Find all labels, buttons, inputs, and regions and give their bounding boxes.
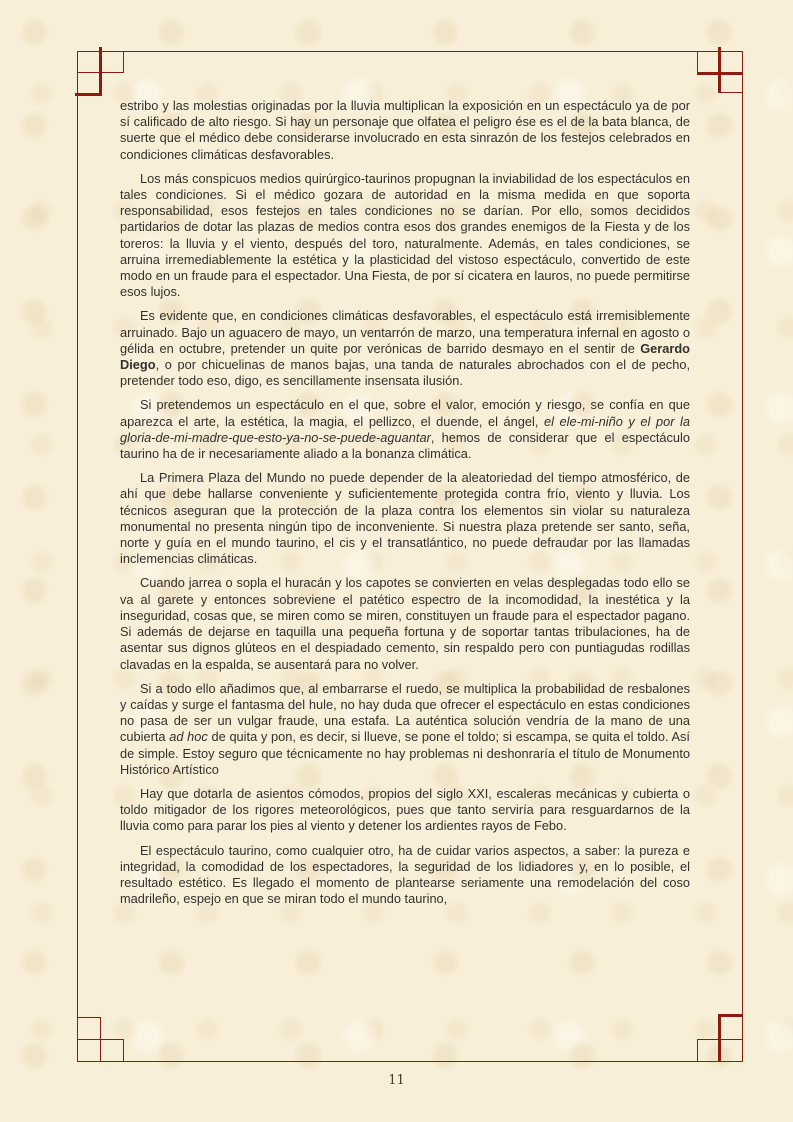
text-block: [120, 98, 690, 915]
paragraph-segment: Si pretendemos un espectáculo en el que, sobre el valor, emoción y riesgo, se confía en que aparezca el arte, la estética, la magia, el pellizco, el duende, el ángel,: [120, 397, 690, 429]
paragraph: [120, 575, 690, 672]
paragraph-segment: estribo y las molestias originadas por la lluvia multiplican la exposición en un espectáculo ya de por sí calificado de alto riesgo. Si hay un personaje que olfatea el peligro ése es el de la bata blanca, de suerte que el médico debe considerarse involucrado en esta sinrazón de los festejos celebrados en condiciones climáticas desfavorables.: [120, 98, 690, 162]
paragraph-segment: Si a todo ello añadimos que, al embarrarse el ruedo, se multiplica la probabilidad de resbalones y caídas y surge el fantasma del hule, no hay duda que ofrecer el espectáculo en estas condiciones no pasa de ser un vulgar fraude, una estafa. La auténtica solución vendría de la mano de una cubierta: [120, 680, 690, 745]
paragraph: [120, 308, 690, 389]
paragraph-segment: el ele-mi-niño y el por la gloria-de-mi-madre-que-esto-ya-no-se-puede-aguantar: [120, 413, 690, 445]
paragraph-segment: El espectáculo taurino, como cualquier otro, ha de cuidar varios aspectos, a saber: la pureza e integridad, la comodidad de los espectadores, la seguridad de los lidiadores y, en lo posible, el resultado estético. Es llegado el momento de plantearse seriamente una remodelación del coso madrileño, espejo en que se miran todo el mundo taurino,: [120, 842, 690, 907]
page-number: 11: [388, 1073, 405, 1088]
paragraph: [120, 681, 690, 778]
paragraph: [120, 843, 690, 908]
paragraph: [120, 171, 690, 301]
corner-ornament-top-right: [718, 47, 721, 93]
corner-ornament-bottom-left: [77, 1017, 101, 1018]
corner-ornament-bottom-right: [718, 1014, 743, 1017]
paragraph-segment: Hay que dotarla de asientos cómodos, propios del siglo XXI, escaleras mecánicas y cubierta o toldo mitigador de los rigores meteorológicos, pues que tanto serviría para resguardarnos de la lluvia como para parar los pies al viento y detener los ardientes rayos de Febo.: [120, 785, 690, 834]
paragraph-segment: , o por chicuelinas de manos bajas, una tanda de naturales abrochados con el de pecho, pretender todo eso, digo, es sencillamente insensata ilusión.: [120, 357, 690, 389]
paragraph-segment: Gerardo Diego: [120, 340, 690, 373]
corner-ornament-bottom-left: [77, 1039, 124, 1040]
paragraph-segment: de quita y pon, es decir, si llueve, se pone el toldo; si escampa, se quita el toldo. Así de simple. Estoy seguro que técnicamente no hay problemas ni deshonraría el título de Monumento Histórico Artístico: [120, 729, 690, 777]
corner-ornament-bottom-right: [718, 1014, 721, 1062]
paragraph: [120, 470, 690, 567]
corner-ornament-bottom-left: [123, 1039, 124, 1062]
paragraph-segment: , hemos de considerar que el espectáculo taurino ha de ir necesariamente aliado a la bonanza climática.: [120, 429, 690, 462]
corner-ornament-bottom-right: [697, 1039, 743, 1040]
paragraph: [120, 98, 690, 163]
paragraph-segment: Cuando jarrea o sopla el huracán y los capotes se convierten en velas desplegadas todo ello se va al garete y entonces sobreviene el patético espectro de la incomodidad, la inestética y la inseguridad, cosas que, se miren como se miren, constituyen un fraude para el espectador pagano. Si además de dejarse en taquilla una pequeña fortuna y de soportar tantas tribulaciones, ha de asentar sus dignos glúteos en el despiadado cemento, sin respaldo pero con puntiagudas rodillas clavadas en la espalda, se ausentará para no volver.: [120, 575, 690, 672]
corner-ornament-bottom-right: [697, 1039, 698, 1062]
corner-ornament-top-left: [75, 93, 101, 96]
paragraph-segment: Los más conspicuos medios quirúrgico-taurinos propugnan la inviabilidad de los espectáculos en tales condiciones. Si el médico gozara de autoridad en la misma medida en que soporta responsabilidad, esos festejos en tales condiciones no se darían. Por ello, somos decididos partidarios de dotar las plazas de medios contra esos dos grandes enemigos de la Fiesta y de los toreros: la lluvia y el viento, después del toro, naturalmente. Además, en tales condiciones, se arruina irremediablemente la estética y la plasticidad del vistoso espectáculo, convertido de este modo en un fraude para el espectador. Una Fiesta, de por sí cicatera en lauros, no puede permitirse esos lujos.: [120, 170, 690, 300]
paragraph-segment: Es evidente que, en condiciones climáticas desfavorables, el espectáculo está irremisiblemente arruinado. Bajo un aguacero de mayo, un ventarrón de marzo, una temperatura infernal en agosto o gélida en octubre, pretender un quite por verónicas de barrido desmayo en el sentir de: [120, 308, 690, 356]
corner-ornament-top-left: [99, 47, 102, 96]
paragraph: [120, 397, 690, 462]
corner-ornament-top-right: [720, 92, 743, 93]
paragraph-segment: La Primera Plaza del Mundo no puede depender de la aleatoriedad del tiempo atmosférico, de ahí que debe hallarse conveniente y suficientemente protegida contra frío, viento y lluvia. Los técnicos aseguran que la protección de la plaza contra los elementos sin violar su naturaleza monumental no presenta ningún tipo de inconveniente. Si nuestra plaza pretende ser santo, seña, norte y guía en el mundo taurino, el cis y el transatlántico, no puede defraudar por las llamadas inclemencias climáticas.: [120, 470, 690, 567]
paragraph: [120, 786, 690, 835]
paragraph-segment: ad hoc: [169, 729, 208, 745]
